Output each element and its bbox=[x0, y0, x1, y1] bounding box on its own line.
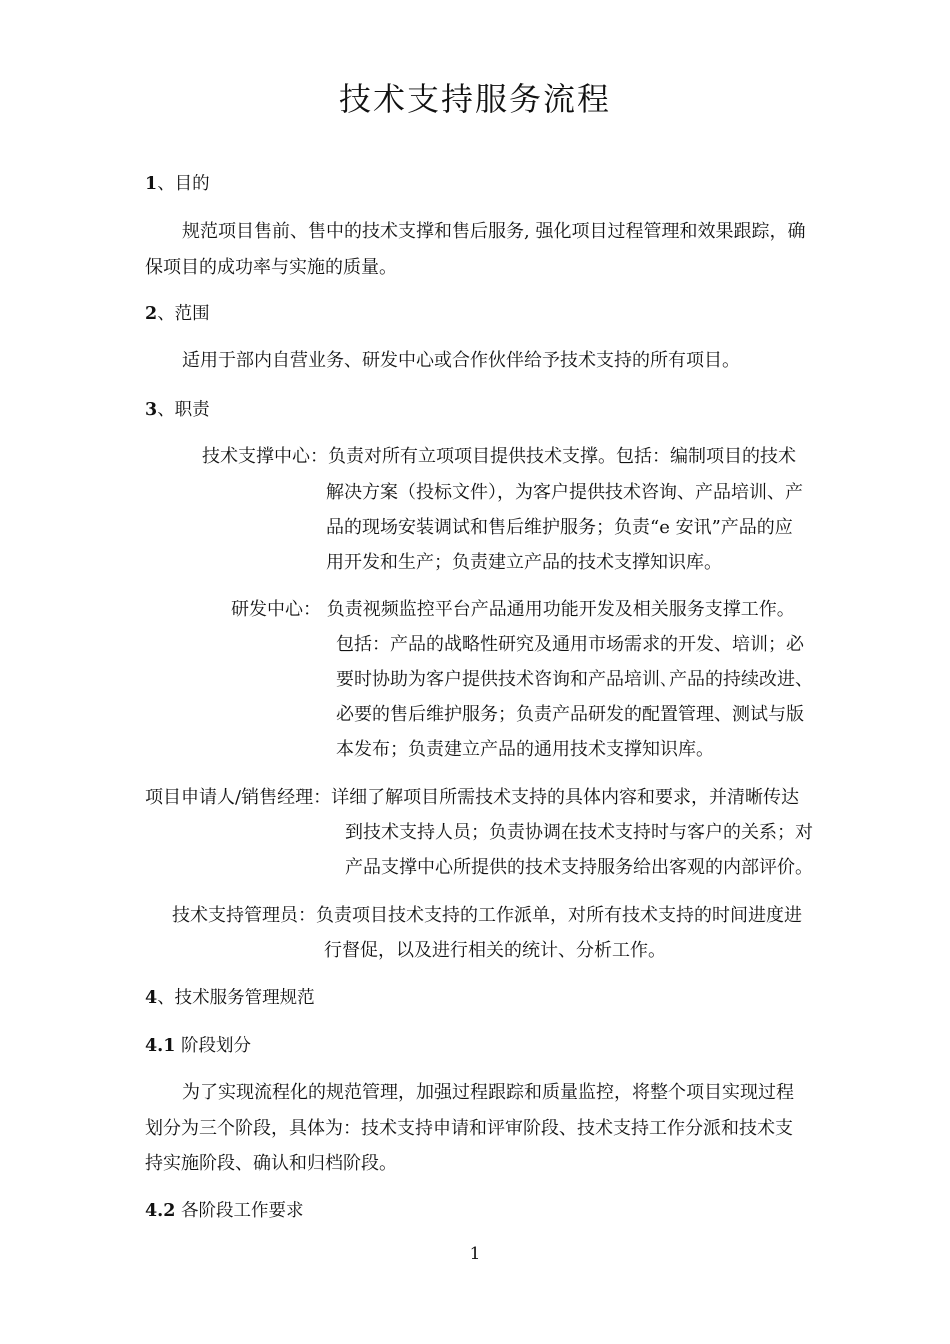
role-line: 行督促，以及进行相关的统计、分析工作。 bbox=[324, 940, 666, 961]
role-line: 产品支撑中心所提供的技术支持服务给出客观的内部评价。 bbox=[345, 857, 813, 878]
section-number: 4.2 bbox=[145, 1201, 176, 1221]
section-1-heading bbox=[145, 172, 210, 196]
section-label: 、职责 bbox=[157, 400, 210, 420]
paragraph-line: 适用于部内自营业务、研发中心或合作伙伴给予技术支持的所有项目。 bbox=[182, 350, 740, 371]
role-line: 解决方案（投标文件），为客户提供技术咨询、产品培训、产 bbox=[326, 482, 803, 503]
section-3-heading bbox=[145, 398, 210, 422]
page-number: 1 bbox=[469, 1244, 481, 1264]
role-line: 包括：产品的战略性研究及通用市场需求的开发、培训；必 bbox=[336, 634, 804, 655]
paragraph-line: 为了实现流程化的规范管理，加强过程跟踪和质量监控，将整个项目实现过程 bbox=[182, 1082, 794, 1103]
section-label: 阶段划分 bbox=[175, 1036, 252, 1056]
section-number: 2 bbox=[145, 304, 158, 324]
role-line: 本发布；负责建立产品的通用技术支撑知识库。 bbox=[336, 739, 714, 760]
role-line: 到技术支持人员；负责协调在技术支持时与客户的关系；对 bbox=[345, 822, 813, 843]
section-label: 、技术服务管理规范 bbox=[157, 988, 315, 1008]
role-line: 研发中心： 负责视频监控平台产品通用功能开发及相关服务支撑工作。 bbox=[231, 599, 795, 620]
section-label: 各阶段工作要求 bbox=[175, 1201, 304, 1221]
section-4-2-heading bbox=[145, 1199, 304, 1223]
role-line: 技术支撑中心：负责对所有立项项目提供技术支撑。包括：编制项目的技术 bbox=[202, 446, 796, 467]
paragraph-line: 划分为三个阶段，具体为：技术支持申请和评审阶段、技术支持工作分派和技术支 bbox=[145, 1118, 793, 1139]
section-label: 、目的 bbox=[157, 174, 210, 194]
role-line: 必要的售后维护服务；负责产品研发的配置管理、测试与版 bbox=[336, 704, 804, 725]
section-number: 4 bbox=[145, 988, 158, 1008]
paragraph-line: 保项目的成功率与实施的质量。 bbox=[145, 257, 397, 278]
section-number: 1 bbox=[145, 174, 158, 194]
role-line: 品的现场安装调试和售后维护服务；负责“e 安讯”产品的应 bbox=[326, 517, 793, 538]
role-line: 用开发和生产；负责建立产品的技术支撑知识库。 bbox=[326, 552, 722, 573]
section-4-heading bbox=[145, 986, 315, 1010]
section-2-heading bbox=[145, 302, 210, 326]
section-label: 、范围 bbox=[157, 304, 210, 324]
role-line: 要时协助为客户提供技术咨询和产品培训､产品的持续改进、 bbox=[336, 669, 813, 690]
section-4-1-heading bbox=[145, 1034, 251, 1058]
section-number: 3 bbox=[145, 400, 158, 420]
role-line: 项目申请人/销售经理：详细了解项目所需技术支持的具体内容和要求，并清晰传达 bbox=[145, 787, 800, 808]
document-title: 技术支持服务流程 bbox=[338, 80, 611, 118]
role-line: 技术支持管理员：负责项目技术支持的工作派单，对所有技术支持的时间进度进 bbox=[172, 905, 802, 926]
paragraph-line: 持实施阶段、确认和归档阶段。 bbox=[145, 1153, 397, 1174]
paragraph-line: 规范项目售前、售中的技术支撑和售后服务, 强化项目过程管理和效果跟踪，确 bbox=[182, 221, 806, 242]
section-number: 4.1 bbox=[145, 1036, 176, 1056]
